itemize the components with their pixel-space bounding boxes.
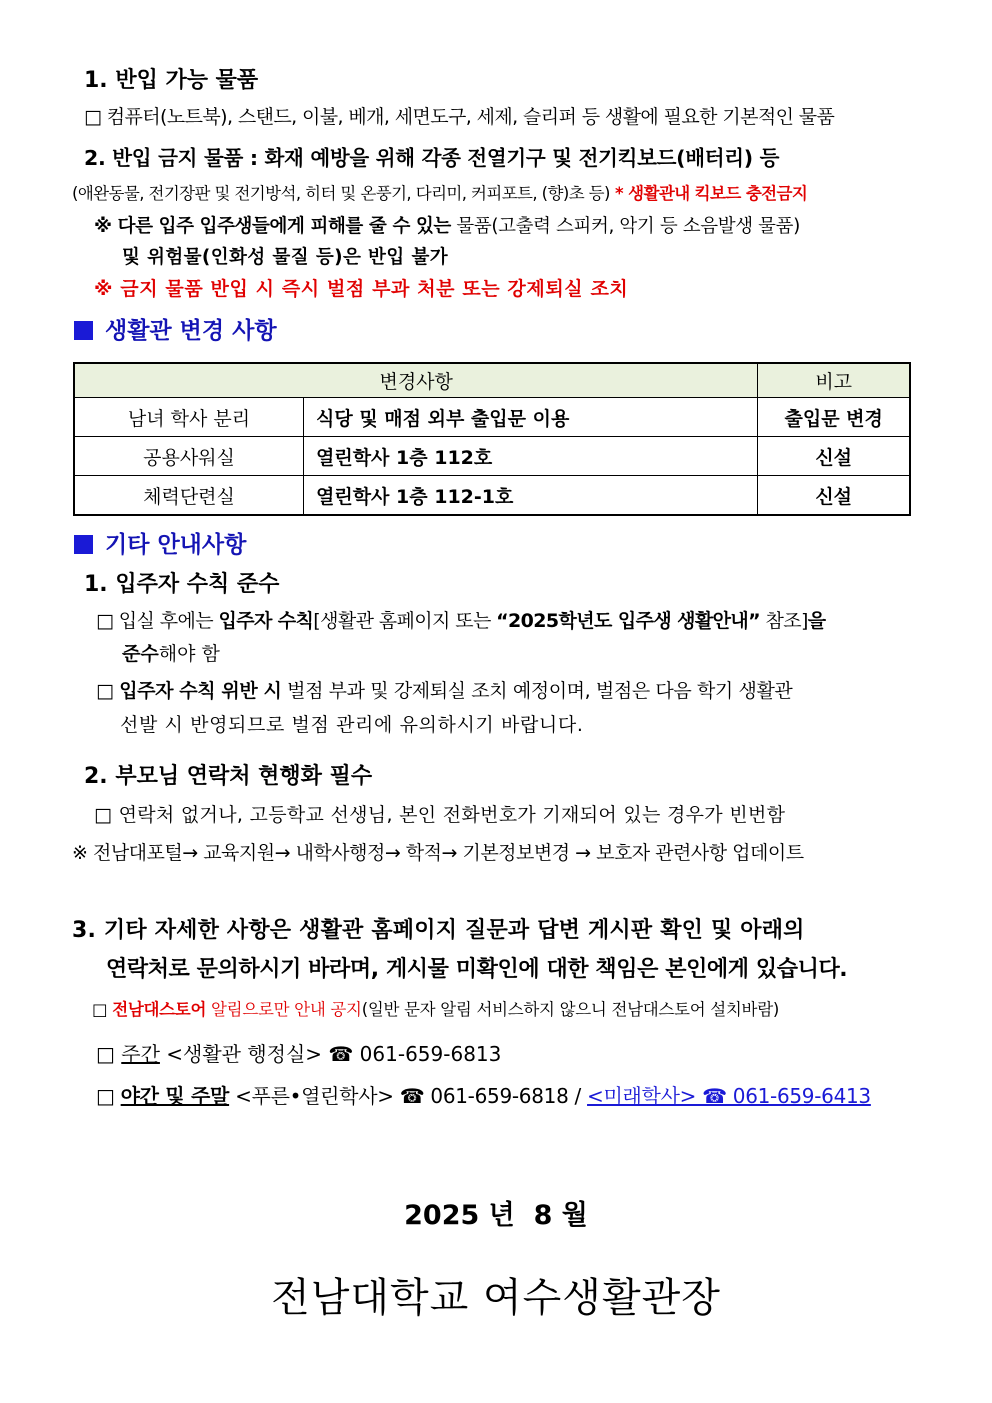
document-date: 2025 년 8 월 [404,1200,588,1231]
changes-heading-text: 생활관 변경 사항 [105,318,277,344]
table-header-row [74,363,910,398]
section-2-title: 2. 반입 금지 물품 : 화재 예방을 위해 각종 전열기구 및 전기킥보드(배터리) 등 [84,146,780,170]
rules-post: 참조] [760,610,808,632]
changes-heading [74,318,277,346]
note-rest: 물품(고출력 스피커, 악기 등 소음발생 물품) [450,216,800,237]
night-contact [96,1084,871,1108]
violation-pre: □ [96,680,120,702]
rules-pre: □ 입실 후에는 [96,610,219,632]
prohibited-detail: (애완동물, 전기장판 및 전기방석, 히터 및 온풍기, 다리미, 커피포트, (향)초 등) [72,184,610,203]
square-bullet-icon [74,535,93,554]
rules-mid: [생활관 홈페이지 또는 [313,610,497,632]
rules-emphasis: 입주자 수칙 [218,610,314,632]
square-bullet-icon [74,321,93,340]
store-notice [92,1000,779,1020]
violation-emphasis: 입주자 수칙 위반 시 [119,680,282,702]
night-phone-1: <푸른•열린학사> ☎ 061-659-6818 / [229,1084,588,1108]
night-label: 야간 및 주말 [120,1084,230,1108]
daytime-office-phone: <생활관 행정실> ☎ 061-659-6813 [159,1042,502,1066]
guide-title: “2025학년도 입주생 생활안내” [496,610,760,632]
daytime-label: 주간 [121,1042,160,1066]
inquiry-line1: 3. 기타 자세한 사항은 생활관 홈페이지 질문과 답변 게시판 확인 및 아래의 [72,918,805,943]
note-mark: ※ [94,216,118,237]
store-notice-red: 알림으로만 안내 공지 [206,1000,362,1019]
daytime-contact [96,1042,501,1066]
rules-title: 1. 입주자 수칙 준수 [84,572,280,597]
row-detail: 열린학사 1층 112-1호 [304,476,758,516]
allowed-items: □ 컴퓨터(노트북), 스탠드, 이불, 베개, 세면도구, 세제, 슬리퍼 등 생활에 필요한 기본적인 물품 [84,106,835,128]
parents-contact-issue: □ 연락처 없거나, 고등학교 선생님, 본인 전화번호가 기재되어 있는 경우가 빈번함 [94,804,786,826]
rules-must: 해야 함 [158,643,220,665]
section-1-title: 1. 반입 가능 물품 [84,68,259,93]
violation-line1 [96,680,792,703]
parents-contact-title: 2. 부모님 연락처 현행화 필수 [84,764,373,789]
rules-line1 [96,610,826,633]
rules-line2 [122,643,220,666]
charging-warning: * 생활관내 킥보드 충전금지 [609,184,808,203]
harm-note-line2: 및 위험물(인화성 물질 등)은 반입 불가 [122,247,448,268]
prohibited-detail-line [72,184,807,204]
portal-update-path: ※ 전남대포털→ 교육지원→ 내학사행정→ 학적→ 기본정보변경 → 보호자 관련사항 업데이트 [72,842,804,864]
violation-post: 벌점 부과 및 강제퇴실 조치 예정이며, 벌점은 다음 학기 생활관 [281,680,793,702]
table-row [74,476,910,516]
etc-heading-text: 기타 안내사항 [105,532,247,558]
night-pre: □ [96,1084,121,1108]
penalty-warning: ※ 금지 물품 반입 시 즉시 벌점 부과 처분 또는 강제퇴실 조치 [94,278,629,300]
store-name: 전남대스토어 [112,1000,207,1019]
rules-comply: 준수 [122,643,159,665]
etc-heading [74,532,246,560]
mirae-phone-link[interactable]: <미래학사> ☎ 061-659-6413 [587,1084,871,1108]
row-detail: 식당 및 매점 외부 출입문 이용 [304,398,758,437]
header-note: 비고 [758,363,910,398]
issuer: 전남대학교 여수생활관장 [271,1275,721,1321]
store-pre: □ [92,1000,113,1019]
harm-note-line1 [94,216,800,238]
table-row [74,437,910,476]
row-note: 출입문 변경 [758,398,910,437]
changes-table [73,362,911,516]
inquiry-line2: 연락처로 문의하시기 바라며, 게시물 미확인에 대한 책임은 본인에게 있습니다. [106,957,848,982]
row-note: 신설 [758,476,910,516]
row-name: 공용사워실 [74,437,304,476]
row-name: 남녀 학사 분리 [74,398,304,437]
table-row [74,398,910,437]
row-detail: 열린학사 1층 112호 [304,437,758,476]
row-name: 체력단련실 [74,476,304,516]
row-note: 신설 [758,437,910,476]
store-notice-post: (일반 문자 알림 서비스하지 않으니 전남대스토어 설치바람) [361,1000,779,1019]
header-changes: 변경사항 [74,363,758,398]
daytime-pre: □ [96,1042,122,1066]
rules-tail: 을 [807,610,826,632]
note-emphasis: 다른 입주 입주생들에게 피해를 줄 수 있는 [117,216,451,237]
violation-line2: 선발 시 반영되므로 벌점 관리에 유의하시기 바랍니다. [120,714,584,736]
